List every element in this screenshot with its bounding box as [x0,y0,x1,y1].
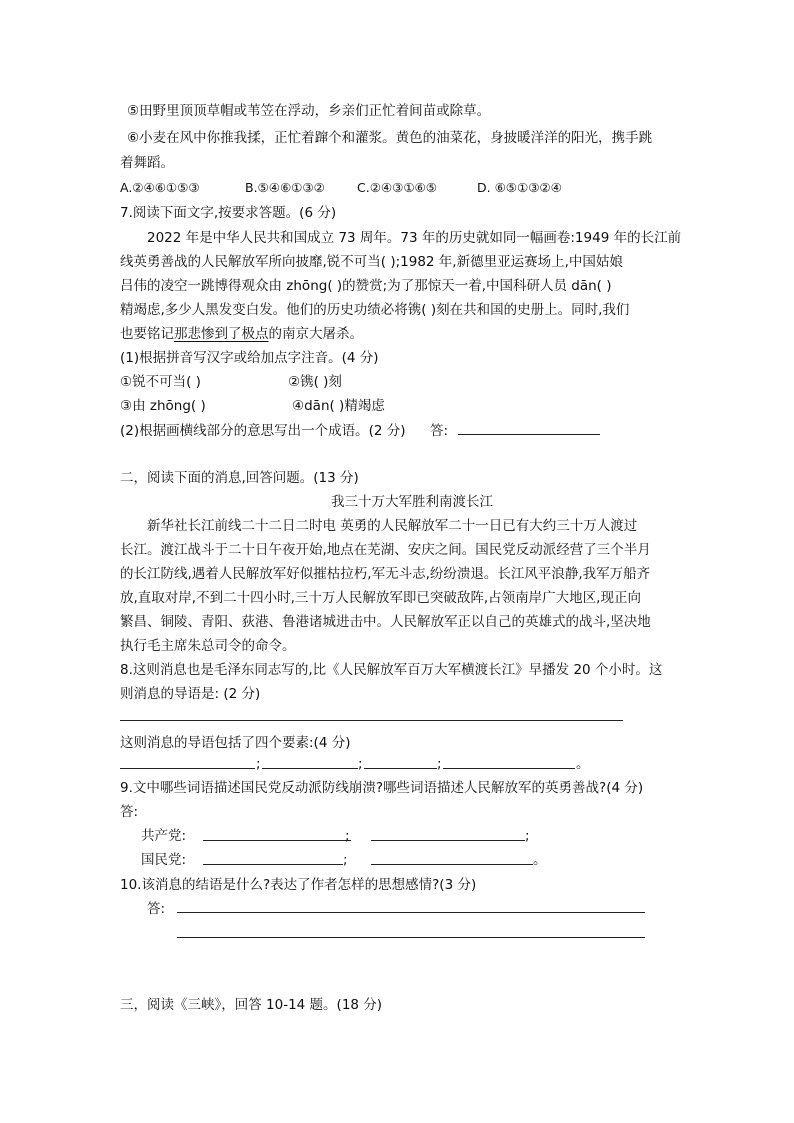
q8-elements-prompt: 这则消息的导语包括了四个要素:(4 分) [120,735,351,751]
q7-sub1-item-a: ①锐不可当( ) [120,374,201,390]
q9-kmt-period: 。 [533,852,547,868]
q7-sub1-item-d: ④dān( )精竭虑 [292,398,385,414]
q7-sub2-title: (2)根据画横线部分的意思写出一个成语。(2 分) [120,423,406,439]
q7-paragraph-line4: 精竭虑,多少人黑发变白发。他们的历史功绩必将镌( )刻在共和国的史册上。同时,我们 [120,302,630,318]
q8-line2: 则消息的导语是: (2 分) [120,686,261,702]
q8-element-line-4[interactable] [443,768,575,769]
q6-option-d: D. ⑥⑤①③②④ [477,180,562,195]
q6-item-5: ⑤田野里顶顶草帽或苇笠在浮动，乡亲们正忙着间苗或除草。 [127,103,491,119]
q7-paragraph-line1: 2022 年是中华人民共和国成立 73 周年。73 年的历史就如同一幅画卷:1949 年的长江前 [147,230,682,246]
news-line3: 的长江防线,遇着人民解放军好似摧枯拉朽,军无斗志,纷纷溃退。长江风平浪静,我军万船齐 [120,566,651,582]
q9-kmt-line-1[interactable] [203,864,343,865]
q9-communist-sep-1: ; [345,828,350,844]
q7-p5-post: 的南京大屠杀。 [268,326,363,342]
q10-question: 10.该消息的结语是什么?表达了作者怎样的思想感情?(3 分) [120,877,477,893]
q8-end-period: 。 [576,756,590,772]
q10-answer-line-1[interactable] [177,912,645,913]
news-line2: 长江。渡江战斗于二十日午夜开始,地点在芜湖、安庆之间。国民党反动派经营了三个半月 [120,542,651,558]
q7-paragraph-line3: 吕伟的凌空一跳博得观众由 zhōng( )的赞赏;为了那惊天一着,中国科研人员 dān( ) [120,278,612,294]
q6-option-c: C.②④③①⑥⑤ [357,180,437,195]
q6-item-6-line1: ⑥小麦在风中你推我揉，正忙着蹿个和灌浆。黄色的油菜花，身披暖洋洋的阳光，携手跳 [127,130,653,146]
news-line5: 繁昌、铜陵、青阳、荻港、鲁港诸城进击中。人民解放军正以自己的英雄式的战斗,坚决地 [120,614,651,630]
q9-communist-line-1[interactable] [203,840,351,841]
q7-sub1-title: (1)根据拼音写汉字或给加点字注音。(4 分) [120,350,379,366]
q8-line1: 8.这则消息也是毛泽东同志写的,比《人民解放军百万大军横渡长江》早播发 20 个小时。这 [120,662,663,678]
q9-communist-sep-2: ; [525,828,530,844]
q8-lead-answer-line[interactable] [120,720,623,721]
q8-element-line-1[interactable] [120,768,255,769]
q8-separator-3: ; [437,756,442,772]
q7-underlined-phrase: 那悲惨到了极点 [174,326,269,342]
q9-answer-label: 答: [120,804,139,820]
q10-answer-label: 答: [147,901,166,917]
q7-sub1-item-b: ②镌( )刻 [288,374,342,390]
q7-sub1-item-c: ③由 zhōng( ) [120,398,206,414]
news-line6: 执行毛主席朱总司令的命令。 [120,638,296,654]
q7-paragraph-line2: 线英勇善战的人民解放军所向披靡,锐不可当( );1982 年,新德里亚运赛场上,中国姑娘 [120,254,623,270]
q9-kmt-label: 国民党: [141,852,187,868]
q8-separator-2: ; [358,756,363,772]
q9-kmt-sep: ; [343,852,348,868]
q9-communist-line-2[interactable] [371,840,525,841]
q10-answer-line-2[interactable] [177,937,645,938]
q8-element-line-3[interactable] [364,768,437,769]
section2-header: 二，阅读下面的消息,回答问题。(13 分) [120,470,359,486]
q9-question: 9.文中哪些词语描述国民党反动派防线崩溃?哪些词语描述人民解放军的英勇善战?(4 分) [120,780,644,796]
news-line4: 放,直取对岸,不到二十四小时,三十万人民解放军即已突破敌阵,占领南岸广大地区,现正向 [120,590,641,606]
q9-kmt-line-2[interactable] [371,864,533,865]
q8-separator-1: ; [256,756,261,772]
q7-paragraph-line5 [120,324,363,344]
q7-sub2-answer-line[interactable] [458,434,600,435]
q6-option-a: A.②④⑥①⑤③ [120,180,200,195]
q7-title: 7.阅读下面文字,按要求答题。(6 分) [120,205,337,221]
q6-option-b: B.⑤④⑥①③② [245,180,325,195]
news-line1: 新华社长江前线二十二日二时电 英勇的人民解放军二十一日已有大约三十万人渡过 [147,518,638,534]
q6-item-6-line2: 着舞蹈。 [120,155,174,171]
news-title: 我三十万大军胜利南渡长江 [331,494,493,510]
section3-header: 三，阅读《三峡》，回答 10-14 题。(18 分) [120,997,383,1013]
q8-element-line-2[interactable] [262,768,358,769]
q9-communist-label: 共产党: [141,828,187,844]
q7-sub2-answer-label: 答: [430,423,449,439]
q7-p5-pre: 也要铭记 [120,326,174,342]
